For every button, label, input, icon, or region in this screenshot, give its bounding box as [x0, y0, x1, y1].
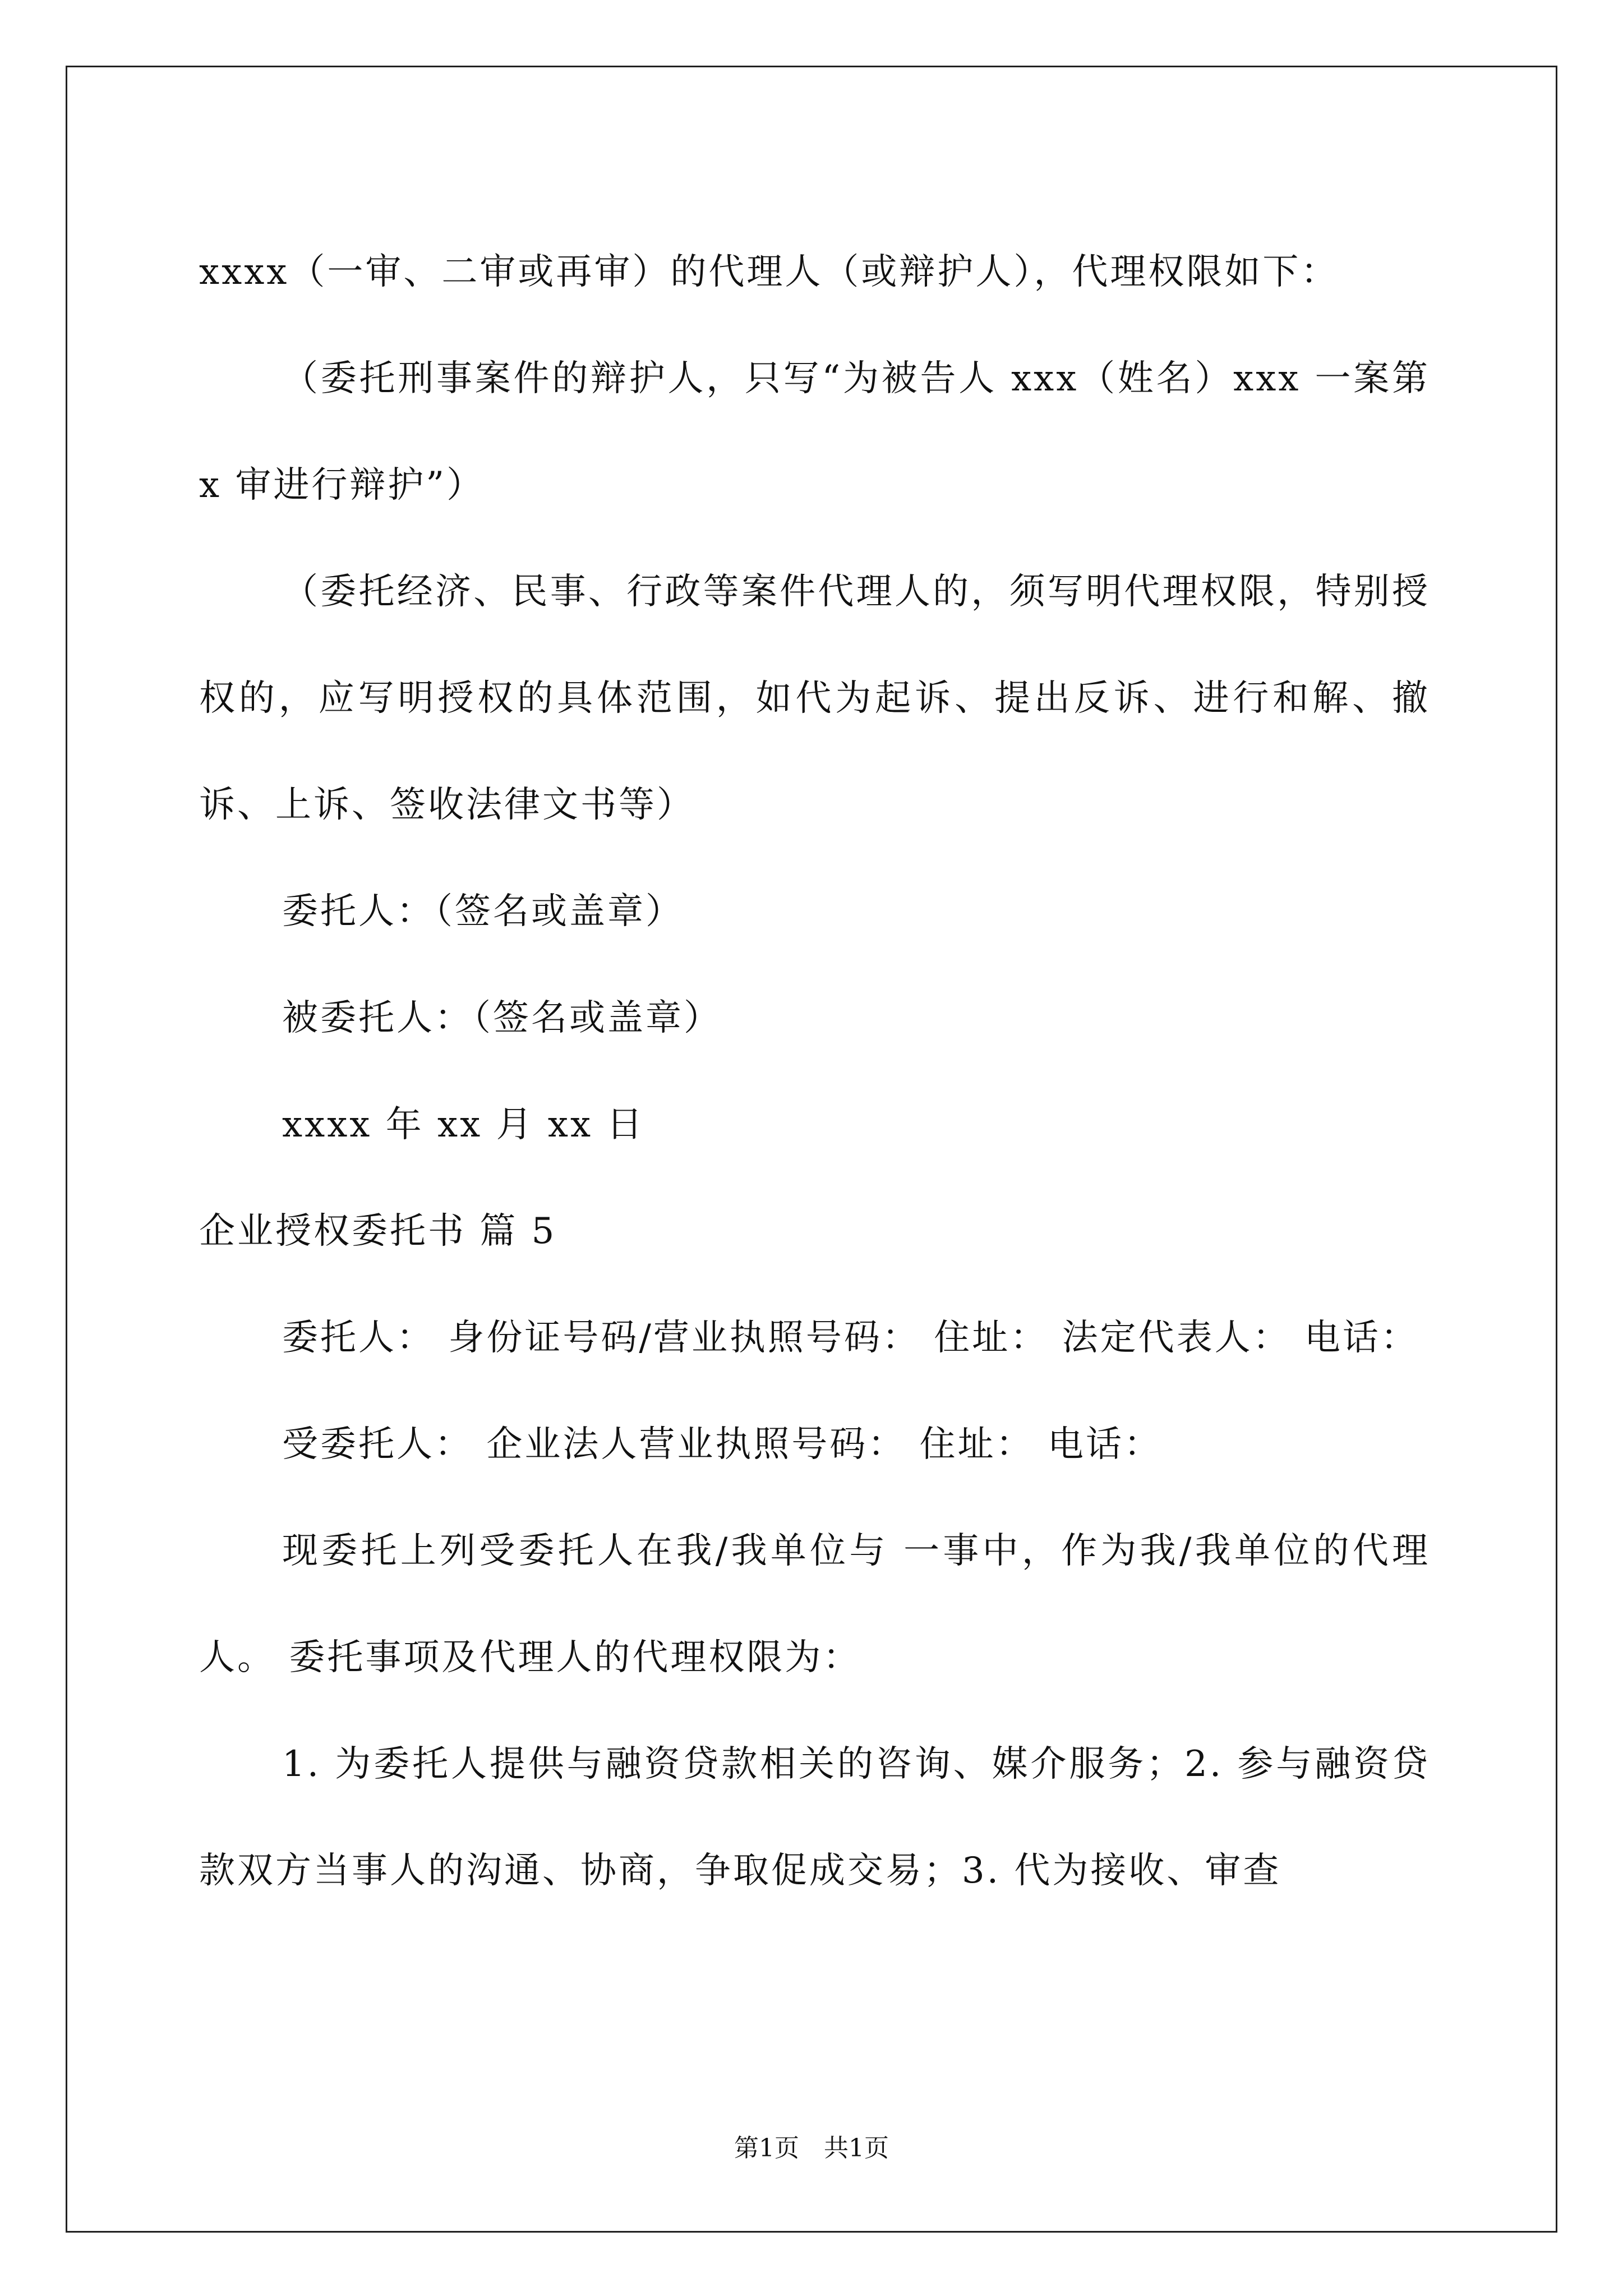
paragraph-6: xxxx 年 xx 月 xx 日 — [282, 1104, 645, 1145]
section-heading: 企业授权委托书 篇 5 — [199, 1211, 557, 1252]
paragraph-11: 1. 为委托人提供与融资贷款相关的咨询、媒介服务；2. 参与融资贷款双方当事人的沟通、协商，争取促成交易；3. 代为接收、审查 — [199, 1743, 1430, 1892]
paragraph-5: 被委托人：（签名或盖章） — [282, 997, 722, 1039]
paragraph-10: 现委托上列受委托人在我/我单位与 一事中，作为我/我单位的代理人。 委托事项及代理人的代理权限为： — [199, 1530, 1430, 1678]
paragraph-9: 受委托人： 企业法人营业执照号码： 住址： 电话： — [282, 1424, 1163, 1465]
document-body — [199, 219, 1430, 1924]
page-footer: 第1页 共1页 — [734, 2134, 889, 2162]
paragraph-3: （委托经济、民事、行政等案件代理人的，须写明代理权限，特别授权的，应写明授权的具体范围，如代为起诉、提出反诉、进行和解、撤诉、上诉、签收法律文书等） — [199, 571, 1430, 826]
paragraph-2: （委托刑事案件的辩护人，只写“为被告人 xxx（姓名）xxx 一案第 x 审进行辩护”） — [199, 358, 1430, 506]
paragraph-8: 委托人： 身份证号码/营业执照号码： 住址： 法定代表人： 电话： — [282, 1317, 1419, 1359]
paragraph-4: 委托人：（签名或盖章） — [282, 891, 684, 932]
paragraph-1: xxxx（一审、二审或再审）的代理人（或辩护人），代理权限如下： — [199, 251, 1339, 293]
